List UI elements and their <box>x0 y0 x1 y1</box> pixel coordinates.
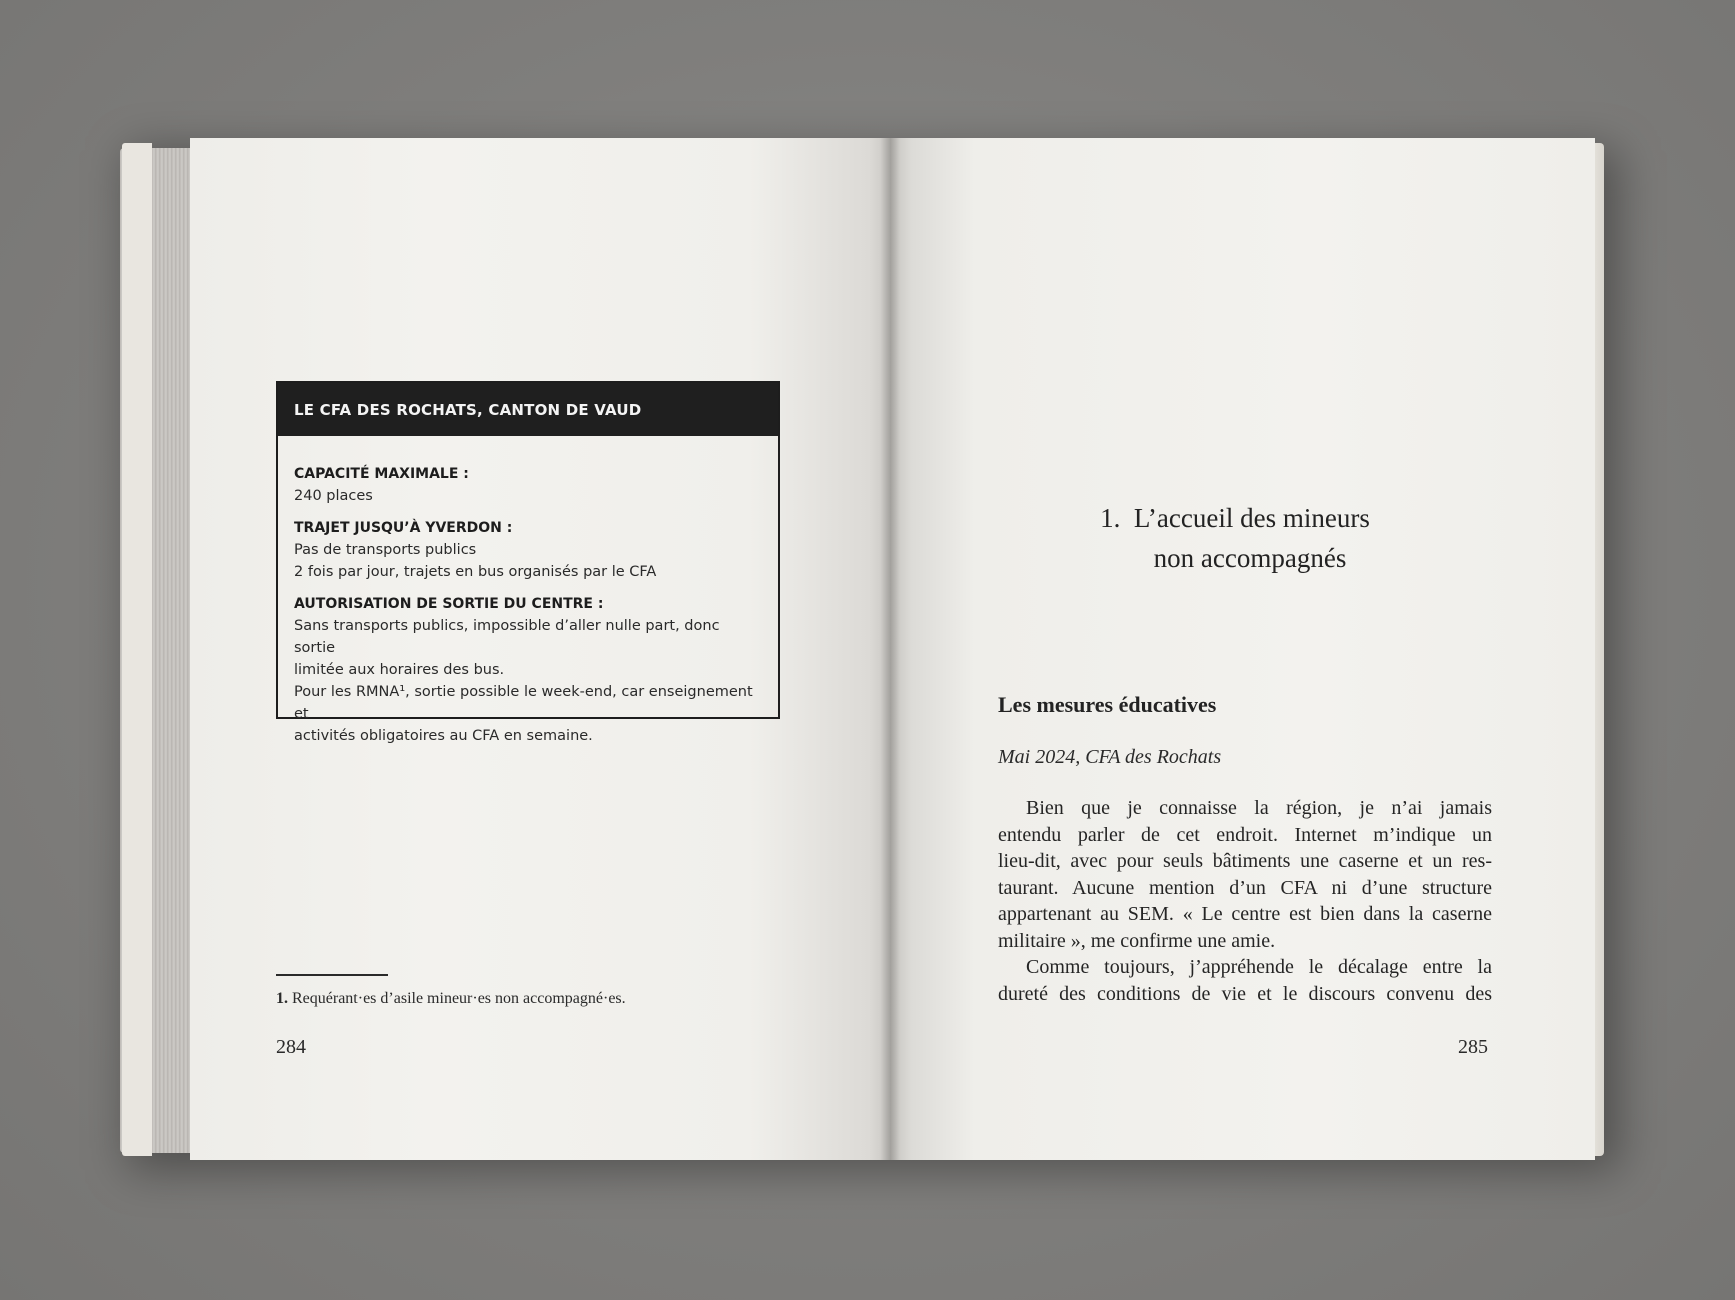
info-line: 240 places <box>294 488 373 504</box>
book-spine-gutter <box>880 138 900 1160</box>
chapter-title-line-1: 1. L’accueil des mineurs <box>1100 503 1370 533</box>
info-section-trajet <box>294 516 762 583</box>
footnote-number: 1. <box>276 990 288 1007</box>
chapter-title-line-2: non accompagnés <box>1153 543 1347 573</box>
info-section-capacity <box>294 462 762 507</box>
page-number-right: 285 <box>1458 1036 1488 1058</box>
info-line: activités obligatoires au CFA en semaine. <box>294 728 593 744</box>
info-label: AUTORISATION DE SORTIE DU CENTRE : <box>294 596 604 612</box>
body-text <box>998 795 1492 1007</box>
body-line: militaire », me confirme une amie. <box>998 929 1276 952</box>
body-line: entendu parler de cet endroit. Internet m’indique un <box>998 823 1492 846</box>
page-number-left: 284 <box>276 1036 306 1058</box>
left-cover-edge <box>122 143 152 1156</box>
footnote <box>276 990 626 1008</box>
info-line: Sans transports publics, impossible d’aller nulle part, donc sortie <box>294 618 720 656</box>
info-line: 2 fois par jour, trajets en bus organisés par le CFA <box>294 564 657 580</box>
body-line: dureté des conditions de vie et le discours convenu des <box>998 982 1492 1005</box>
footnote-text: Requérant·es d’asile mineur·es non accompagné·es. <box>292 990 626 1007</box>
body-line: Comme toujours, j’appréhende le décalage entre la <box>1026 956 1492 978</box>
info-line: Pour les RMNA¹, sortie possible le week-end, car enseignement et <box>294 684 753 722</box>
dateline: Mai 2024, CFA des Rochats <box>998 746 1222 768</box>
info-box <box>276 381 780 744</box>
chapter-title <box>1000 498 1500 578</box>
info-box-title: LE CFA DES ROCHATS, CANTON DE VAUD <box>278 383 778 436</box>
body-line: Bien que je connaisse la région, je n’ai jamais <box>1026 797 1492 819</box>
info-section-sortie <box>294 592 762 747</box>
section-heading: Les mesures éducatives <box>998 692 1217 717</box>
info-box-body <box>278 436 778 747</box>
footnote-rule <box>276 974 388 976</box>
body-line: appartenant au SEM. « Le centre est bien dans la caserne <box>998 903 1492 925</box>
body-line: taurant. Aucune mention d’un CFA ni d’une structure <box>998 876 1492 899</box>
info-line: Pas de transports publics <box>294 542 477 558</box>
info-line: limitée aux horaires des bus. <box>294 662 505 678</box>
info-label: CAPACITÉ MAXIMALE : <box>294 466 469 482</box>
body-line: lieu-dit, avec pour seuls bâtiments une caserne et un res- <box>998 850 1492 872</box>
info-label: TRAJET JUSQU’À YVERDON : <box>294 520 513 536</box>
